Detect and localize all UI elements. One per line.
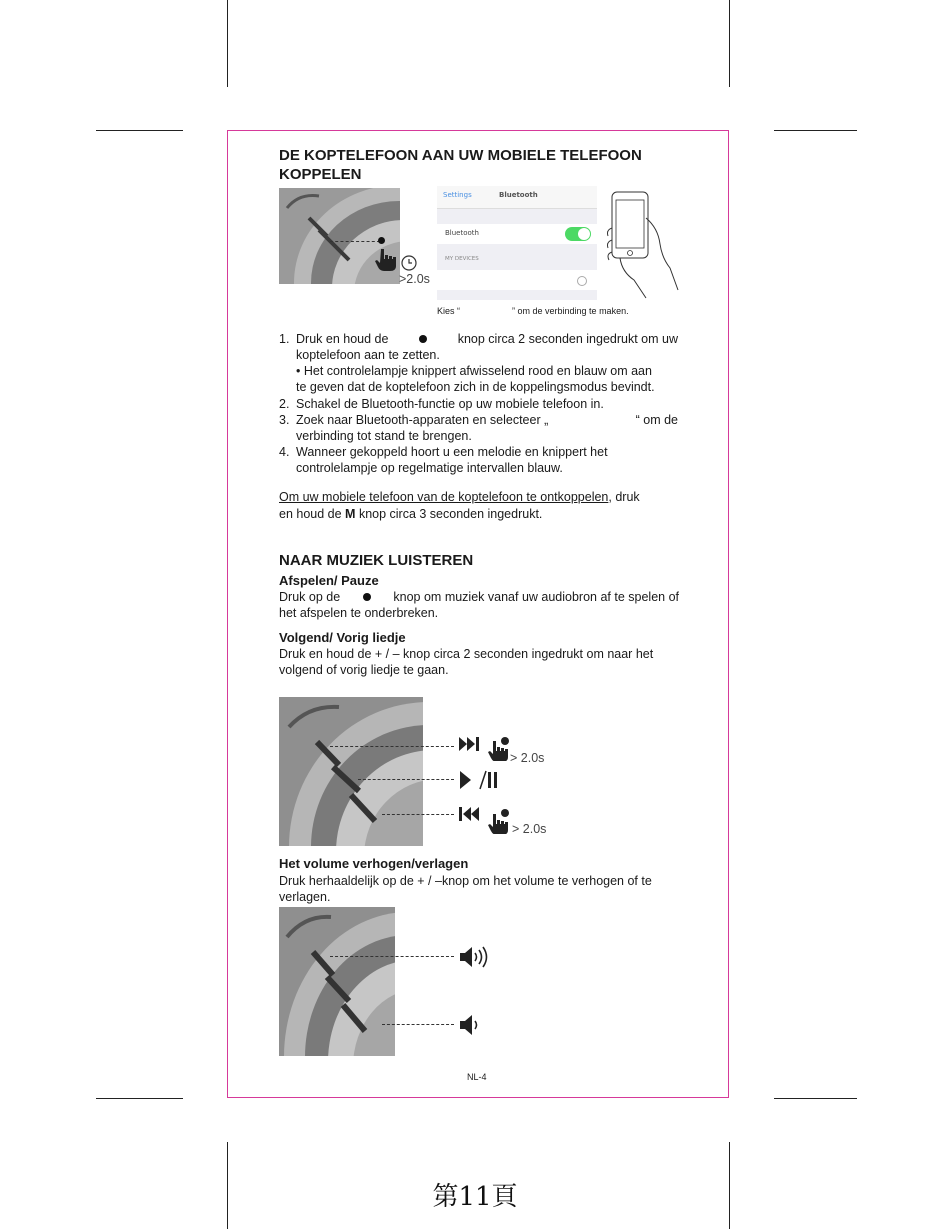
next-track-icon <box>459 737 481 756</box>
step-2-number: 2. <box>279 397 290 411</box>
disconnect-line2-a: en houd de <box>279 507 346 521</box>
play-button-pointer <box>358 779 454 780</box>
bluetooth-toggle <box>565 227 591 241</box>
step-1-bullet-line2: te geven dat de koptelefoon zich in de koppelingsmodus bevindt. <box>296 380 655 394</box>
step-4-line2: controlelampje op regelmatige intervallen blauw. <box>296 461 563 475</box>
hand-press-icon <box>375 247 397 276</box>
crop-mark-top-left <box>227 0 228 87</box>
headphone-photo-volume <box>279 907 395 1056</box>
crop-mark-right-top <box>774 130 857 131</box>
bluetooth-row <box>437 224 597 244</box>
crop-mark-right-bottom <box>774 1098 857 1099</box>
hold-time-label: >2.0s <box>399 272 430 286</box>
prev-track-icon <box>459 807 481 826</box>
step-2-line1: Schakel de Bluetooth-functie op uw mobiele telefoon in. <box>296 397 604 411</box>
volume-line1: Druk herhaaldelijk op de + / –knop om het volume te verhogen of te <box>279 874 652 888</box>
headphone-illustration-3 <box>279 907 395 1056</box>
settings-back-label: Settings <box>443 191 472 199</box>
bluetooth-row-label: Bluetooth <box>445 229 479 237</box>
next-hand-press-icon <box>488 737 510 766</box>
volume-up-pointer <box>330 956 454 957</box>
play-pause-line2: het afspelen te onderbreken. <box>279 606 439 620</box>
headphone-illustration-2 <box>279 697 423 846</box>
step-4-number: 4. <box>279 445 290 459</box>
my-devices-header: MY DEVICES <box>445 256 479 262</box>
step-1-line2: koptelefoon aan te zetten. <box>296 348 440 362</box>
prev-hand-press-icon <box>488 808 510 839</box>
section1-title-line1: DE KOPTELEFOON AAN UW MOBIELE TELEFOON <box>279 147 642 164</box>
play-line1-b: knop om muziek vanaf uw audiobron af te spelen of <box>393 590 679 604</box>
step-3-number: 3. <box>279 413 290 427</box>
track-heading: Volgend/ Vorig liedje <box>279 630 406 645</box>
prev-button-pointer <box>382 814 454 815</box>
crop-mark-left-bottom <box>96 1098 183 1099</box>
phone-hand-icon <box>602 188 682 305</box>
step-4-line1: Wanneer gekoppeld hoort u een melodie en knippert het <box>296 445 608 459</box>
play-button-dot-icon <box>363 593 371 601</box>
disconnect-paragraph-line2 <box>279 506 679 523</box>
device-row <box>437 270 597 290</box>
step-1-text-a: Druk en houd de <box>296 332 389 346</box>
play-pause-line1 <box>279 589 679 606</box>
volume-line2: verlagen. <box>279 890 331 904</box>
info-icon <box>577 276 587 286</box>
crop-mark-left-top <box>96 130 183 131</box>
volume-down-icon <box>460 1014 482 1041</box>
play-pause-heading: Afspelen/ Pauze <box>279 573 379 588</box>
step-1-text-b: knop circa 2 seconden ingedrukt om uw <box>457 332 678 346</box>
bluetooth-settings-screenshot <box>437 186 597 300</box>
track-line1: Druk en houd de + / – knop circa 2 seconden ingedrukt om naar het <box>279 647 654 661</box>
crop-mark-top-right <box>729 0 730 87</box>
power-button-dot-icon <box>419 335 427 343</box>
page-number: NL-4 <box>467 1072 487 1082</box>
step-3-line1 <box>296 412 678 429</box>
volume-up-icon <box>460 945 490 974</box>
settings-navbar <box>437 186 597 209</box>
step-3-line2: verbinding tot stand te brengen. <box>296 429 472 443</box>
step-3-text-a: Zoek naar Bluetooth-apparaten en selecteer „ <box>296 413 549 427</box>
headphone-photo-track <box>279 697 423 846</box>
step-1-number: 1. <box>279 332 290 346</box>
step-1-line1 <box>296 331 678 348</box>
section2-title: NAAR MUZIEK LUISTEREN <box>279 552 474 569</box>
settings-screen-title: Bluetooth <box>499 191 538 199</box>
step-3-text-b: “ om de <box>635 413 678 427</box>
track-line2: volgend of vorig liedje te gaan. <box>279 663 449 677</box>
connect-caption <box>437 306 629 316</box>
step-1-bullet-line1: • Het controlelampje knippert afwisselend rood en blauw om aan <box>296 364 652 378</box>
volume-down-pointer <box>382 1024 454 1025</box>
power-button-pointer <box>330 241 380 242</box>
disconnect-line2-b: knop circa 3 seconden ingedrukt. <box>355 507 543 521</box>
disconnect-link: Om uw mobiele telefoon van de koptelefoon te ontkoppelen <box>279 490 609 504</box>
disconnect-paragraph-line1 <box>279 489 679 506</box>
section1-title-line2: KOPPELEN <box>279 166 362 183</box>
connect-caption-left: Kies “ <box>437 306 461 316</box>
play-pause-icon <box>460 770 498 795</box>
disconnect-rest: , druk <box>608 490 640 504</box>
sheet-label: 第11頁 <box>432 1182 518 1212</box>
prev-hold-time: > 2.0s <box>512 822 547 836</box>
volume-heading: Het volume verhogen/verlagen <box>279 856 469 871</box>
next-hold-time: > 2.0s <box>510 751 545 765</box>
play-line1-a: Druk op de <box>279 590 341 604</box>
next-button-pointer <box>330 746 454 747</box>
power-dot-icon <box>378 237 385 244</box>
disconnect-key: M <box>345 507 356 521</box>
connect-caption-right: ” om de verbinding te maken. <box>512 306 629 316</box>
